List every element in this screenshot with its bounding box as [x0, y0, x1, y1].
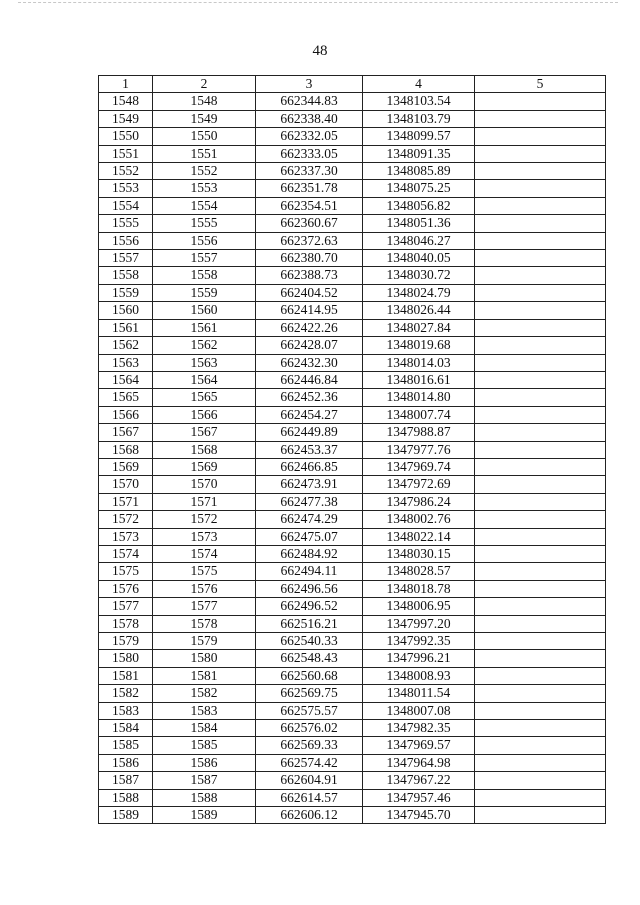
cell-y-coordinate: 1348075.25: [363, 180, 475, 197]
cell-note: [475, 319, 606, 336]
column-header: 2: [153, 76, 256, 93]
cell-x-coordinate: 662422.26: [256, 319, 363, 336]
cell-point-id: 1570: [153, 476, 256, 493]
cell-note: [475, 197, 606, 214]
cell-x-coordinate: 662475.07: [256, 528, 363, 545]
cell-point-id: 1569: [153, 458, 256, 475]
table-row: [99, 807, 606, 824]
table-row: [99, 580, 606, 597]
cell-x-coordinate: 662606.12: [256, 807, 363, 824]
coordinates-table: [98, 75, 606, 824]
table-header-row: [99, 76, 606, 93]
cell-x-coordinate: 662548.43: [256, 650, 363, 667]
cell-note: [475, 772, 606, 789]
cell-point-id: 1549: [153, 110, 256, 127]
cell-point-number: 1578: [99, 615, 153, 632]
cell-note: [475, 615, 606, 632]
cell-y-coordinate: 1348006.95: [363, 598, 475, 615]
cell-point-id: 1554: [153, 197, 256, 214]
table-row: [99, 424, 606, 441]
cell-point-id: 1579: [153, 633, 256, 650]
cell-point-number: 1582: [99, 685, 153, 702]
cell-y-coordinate: 1347988.87: [363, 424, 475, 441]
cell-y-coordinate: 1348026.44: [363, 302, 475, 319]
table-row: [99, 441, 606, 458]
cell-point-number: 1552: [99, 163, 153, 180]
cell-point-id: 1564: [153, 371, 256, 388]
cell-point-number: 1569: [99, 458, 153, 475]
cell-y-coordinate: 1348022.14: [363, 528, 475, 545]
cell-x-coordinate: 662516.21: [256, 615, 363, 632]
cell-point-id: 1566: [153, 406, 256, 423]
cell-note: [475, 511, 606, 528]
page-number: 48: [312, 43, 328, 59]
cell-y-coordinate: 1348018.78: [363, 580, 475, 597]
cell-point-id: 1571: [153, 493, 256, 510]
cell-point-number: 1560: [99, 302, 153, 319]
cell-point-id: 1565: [153, 389, 256, 406]
cell-y-coordinate: 1348040.05: [363, 250, 475, 267]
cell-note: [475, 424, 606, 441]
column-header: 5: [475, 76, 606, 93]
cell-point-id: 1580: [153, 650, 256, 667]
cell-point-number: 1580: [99, 650, 153, 667]
cell-note: [475, 354, 606, 371]
table-row: [99, 615, 606, 632]
cell-point-id: 1548: [153, 93, 256, 110]
cell-point-id: 1573: [153, 528, 256, 545]
table-row: [99, 598, 606, 615]
cell-x-coordinate: 662614.57: [256, 789, 363, 806]
cell-x-coordinate: 662351.78: [256, 180, 363, 197]
cell-point-number: 1574: [99, 545, 153, 562]
cell-x-coordinate: 662574.42: [256, 754, 363, 771]
table-row: [99, 545, 606, 562]
cell-point-number: 1571: [99, 493, 153, 510]
cell-point-id: 1559: [153, 284, 256, 301]
cell-y-coordinate: 1348056.82: [363, 197, 475, 214]
cell-note: [475, 145, 606, 162]
cell-point-number: 1587: [99, 772, 153, 789]
cell-point-number: 1581: [99, 667, 153, 684]
cell-y-coordinate: 1347972.69: [363, 476, 475, 493]
cell-x-coordinate: 662428.07: [256, 337, 363, 354]
cell-y-coordinate: 1348030.72: [363, 267, 475, 284]
cell-y-coordinate: 1347957.46: [363, 789, 475, 806]
cell-x-coordinate: 662604.91: [256, 772, 363, 789]
table-row: [99, 93, 606, 110]
table-row: [99, 633, 606, 650]
cell-note: [475, 389, 606, 406]
table-row: [99, 406, 606, 423]
cell-note: [475, 702, 606, 719]
cell-y-coordinate: 1348011.54: [363, 685, 475, 702]
top-rule: [18, 2, 618, 3]
table-row: [99, 702, 606, 719]
cell-note: [475, 267, 606, 284]
cell-y-coordinate: 1347997.20: [363, 615, 475, 632]
cell-y-coordinate: 1348016.61: [363, 371, 475, 388]
cell-point-id: 1560: [153, 302, 256, 319]
cell-x-coordinate: 662496.52: [256, 598, 363, 615]
cell-note: [475, 528, 606, 545]
cell-y-coordinate: 1348085.89: [363, 163, 475, 180]
cell-x-coordinate: 662414.95: [256, 302, 363, 319]
table-row: [99, 250, 606, 267]
cell-x-coordinate: 662496.56: [256, 580, 363, 597]
cell-x-coordinate: 662337.30: [256, 163, 363, 180]
cell-point-id: 1586: [153, 754, 256, 771]
cell-point-id: 1582: [153, 685, 256, 702]
cell-point-id: 1574: [153, 545, 256, 562]
cell-point-id: 1587: [153, 772, 256, 789]
cell-point-number: 1588: [99, 789, 153, 806]
table-row: [99, 685, 606, 702]
table-row: [99, 110, 606, 127]
cell-point-number: 1585: [99, 737, 153, 754]
table-row: [99, 720, 606, 737]
cell-point-id: 1558: [153, 267, 256, 284]
cell-point-id: 1578: [153, 615, 256, 632]
cell-y-coordinate: 1348024.79: [363, 284, 475, 301]
table-row: [99, 180, 606, 197]
cell-x-coordinate: 662575.57: [256, 702, 363, 719]
cell-y-coordinate: 1348007.08: [363, 702, 475, 719]
cell-y-coordinate: 1348091.35: [363, 145, 475, 162]
cell-note: [475, 807, 606, 824]
cell-point-id: 1561: [153, 319, 256, 336]
cell-note: [475, 163, 606, 180]
cell-point-number: 1570: [99, 476, 153, 493]
cell-x-coordinate: 662453.37: [256, 441, 363, 458]
cell-point-id: 1562: [153, 337, 256, 354]
cell-point-id: 1572: [153, 511, 256, 528]
cell-point-number: 1575: [99, 563, 153, 580]
cell-point-id: 1588: [153, 789, 256, 806]
table-row: [99, 563, 606, 580]
cell-point-id: 1551: [153, 145, 256, 162]
table-row: [99, 128, 606, 145]
cell-point-number: 1554: [99, 197, 153, 214]
cell-note: [475, 633, 606, 650]
cell-y-coordinate: 1347969.57: [363, 737, 475, 754]
cell-x-coordinate: 662576.02: [256, 720, 363, 737]
cell-point-number: 1564: [99, 371, 153, 388]
cell-y-coordinate: 1347969.74: [363, 458, 475, 475]
cell-y-coordinate: 1348051.36: [363, 215, 475, 232]
cell-y-coordinate: 1347982.35: [363, 720, 475, 737]
cell-x-coordinate: 662404.52: [256, 284, 363, 301]
cell-x-coordinate: 662360.67: [256, 215, 363, 232]
table-row: [99, 284, 606, 301]
table-row: [99, 267, 606, 284]
table-row: [99, 371, 606, 388]
cell-note: [475, 667, 606, 684]
cell-note: [475, 580, 606, 597]
table-row: [99, 302, 606, 319]
cell-note: [475, 93, 606, 110]
table-row: [99, 197, 606, 214]
cell-point-number: 1583: [99, 702, 153, 719]
cell-note: [475, 545, 606, 562]
cell-x-coordinate: 662454.27: [256, 406, 363, 423]
cell-note: [475, 371, 606, 388]
table-row: [99, 789, 606, 806]
table-row: [99, 145, 606, 162]
table-row: [99, 511, 606, 528]
cell-x-coordinate: 662432.30: [256, 354, 363, 371]
cell-point-id: 1583: [153, 702, 256, 719]
cell-note: [475, 685, 606, 702]
cell-note: [475, 215, 606, 232]
table-row: [99, 163, 606, 180]
cell-note: [475, 337, 606, 354]
cell-y-coordinate: 1348007.74: [363, 406, 475, 423]
cell-y-coordinate: 1347945.70: [363, 807, 475, 824]
cell-note: [475, 406, 606, 423]
cell-y-coordinate: 1347986.24: [363, 493, 475, 510]
cell-point-number: 1553: [99, 180, 153, 197]
cell-y-coordinate: 1347996.21: [363, 650, 475, 667]
cell-x-coordinate: 662380.70: [256, 250, 363, 267]
column-header: 1: [99, 76, 153, 93]
cell-y-coordinate: 1347992.35: [363, 633, 475, 650]
cell-y-coordinate: 1347967.22: [363, 772, 475, 789]
cell-point-id: 1550: [153, 128, 256, 145]
cell-note: [475, 720, 606, 737]
cell-point-number: 1555: [99, 215, 153, 232]
cell-point-id: 1585: [153, 737, 256, 754]
cell-point-id: 1567: [153, 424, 256, 441]
cell-note: [475, 650, 606, 667]
cell-point-id: 1553: [153, 180, 256, 197]
table-row: [99, 476, 606, 493]
cell-point-number: 1566: [99, 406, 153, 423]
cell-point-number: 1551: [99, 145, 153, 162]
cell-x-coordinate: 662569.33: [256, 737, 363, 754]
cell-x-coordinate: 662452.36: [256, 389, 363, 406]
cell-point-number: 1579: [99, 633, 153, 650]
cell-point-id: 1563: [153, 354, 256, 371]
table-row: [99, 232, 606, 249]
cell-y-coordinate: 1348019.68: [363, 337, 475, 354]
cell-point-number: 1568: [99, 441, 153, 458]
cell-point-number: 1563: [99, 354, 153, 371]
table-row: [99, 667, 606, 684]
cell-point-number: 1559: [99, 284, 153, 301]
table-row: [99, 650, 606, 667]
table-row: [99, 389, 606, 406]
cell-point-id: 1589: [153, 807, 256, 824]
cell-point-number: 1556: [99, 232, 153, 249]
cell-y-coordinate: 1348046.27: [363, 232, 475, 249]
cell-point-number: 1557: [99, 250, 153, 267]
cell-point-id: 1576: [153, 580, 256, 597]
column-header: 3: [256, 76, 363, 93]
cell-y-coordinate: 1348028.57: [363, 563, 475, 580]
cell-note: [475, 180, 606, 197]
cell-x-coordinate: 662332.05: [256, 128, 363, 145]
cell-x-coordinate: 662494.11: [256, 563, 363, 580]
cell-note: [475, 476, 606, 493]
cell-note: [475, 563, 606, 580]
cell-point-id: 1555: [153, 215, 256, 232]
cell-x-coordinate: 662569.75: [256, 685, 363, 702]
table-row: [99, 215, 606, 232]
cell-y-coordinate: 1348002.76: [363, 511, 475, 528]
cell-point-id: 1577: [153, 598, 256, 615]
cell-point-number: 1577: [99, 598, 153, 615]
cell-note: [475, 110, 606, 127]
cell-point-number: 1562: [99, 337, 153, 354]
cell-x-coordinate: 662560.68: [256, 667, 363, 684]
cell-y-coordinate: 1348103.54: [363, 93, 475, 110]
table-row: [99, 319, 606, 336]
cell-point-number: 1584: [99, 720, 153, 737]
cell-point-id: 1556: [153, 232, 256, 249]
cell-x-coordinate: 662333.05: [256, 145, 363, 162]
table-row: [99, 458, 606, 475]
cell-point-number: 1576: [99, 580, 153, 597]
cell-x-coordinate: 662449.89: [256, 424, 363, 441]
cell-y-coordinate: 1348008.93: [363, 667, 475, 684]
cell-y-coordinate: 1348014.80: [363, 389, 475, 406]
cell-point-id: 1568: [153, 441, 256, 458]
cell-point-id: 1557: [153, 250, 256, 267]
cell-note: [475, 441, 606, 458]
table-row: [99, 737, 606, 754]
cell-x-coordinate: 662388.73: [256, 267, 363, 284]
cell-note: [475, 302, 606, 319]
cell-note: [475, 754, 606, 771]
table-row: [99, 772, 606, 789]
cell-y-coordinate: 1347977.76: [363, 441, 475, 458]
cell-point-id: 1552: [153, 163, 256, 180]
cell-point-number: 1586: [99, 754, 153, 771]
cell-note: [475, 737, 606, 754]
cell-y-coordinate: 1348027.84: [363, 319, 475, 336]
cell-note: [475, 789, 606, 806]
cell-x-coordinate: 662466.85: [256, 458, 363, 475]
table-row: [99, 754, 606, 771]
cell-point-number: 1572: [99, 511, 153, 528]
table-row: [99, 493, 606, 510]
cell-y-coordinate: 1348099.57: [363, 128, 475, 145]
cell-x-coordinate: 662477.38: [256, 493, 363, 510]
cell-point-number: 1561: [99, 319, 153, 336]
cell-note: [475, 284, 606, 301]
cell-point-id: 1581: [153, 667, 256, 684]
table-row: [99, 354, 606, 371]
cell-note: [475, 598, 606, 615]
table-row: [99, 528, 606, 545]
table-body: [99, 93, 606, 824]
cell-x-coordinate: 662344.83: [256, 93, 363, 110]
cell-y-coordinate: 1348103.79: [363, 110, 475, 127]
cell-note: [475, 493, 606, 510]
column-header: 4: [363, 76, 475, 93]
cell-y-coordinate: 1347964.98: [363, 754, 475, 771]
table-row: [99, 337, 606, 354]
cell-x-coordinate: 662354.51: [256, 197, 363, 214]
cell-point-number: 1565: [99, 389, 153, 406]
cell-point-id: 1575: [153, 563, 256, 580]
cell-point-number: 1573: [99, 528, 153, 545]
cell-x-coordinate: 662372.63: [256, 232, 363, 249]
cell-x-coordinate: 662474.29: [256, 511, 363, 528]
cell-x-coordinate: 662473.91: [256, 476, 363, 493]
cell-note: [475, 232, 606, 249]
cell-note: [475, 250, 606, 267]
cell-note: [475, 458, 606, 475]
cell-point-number: 1567: [99, 424, 153, 441]
cell-x-coordinate: 662446.84: [256, 371, 363, 388]
cell-point-number: 1550: [99, 128, 153, 145]
cell-point-number: 1549: [99, 110, 153, 127]
cell-point-number: 1548: [99, 93, 153, 110]
cell-x-coordinate: 662540.33: [256, 633, 363, 650]
cell-point-id: 1584: [153, 720, 256, 737]
cell-x-coordinate: 662338.40: [256, 110, 363, 127]
cell-x-coordinate: 662484.92: [256, 545, 363, 562]
cell-note: [475, 128, 606, 145]
cell-point-number: 1558: [99, 267, 153, 284]
cell-y-coordinate: 1348030.15: [363, 545, 475, 562]
cell-y-coordinate: 1348014.03: [363, 354, 475, 371]
cell-point-number: 1589: [99, 807, 153, 824]
